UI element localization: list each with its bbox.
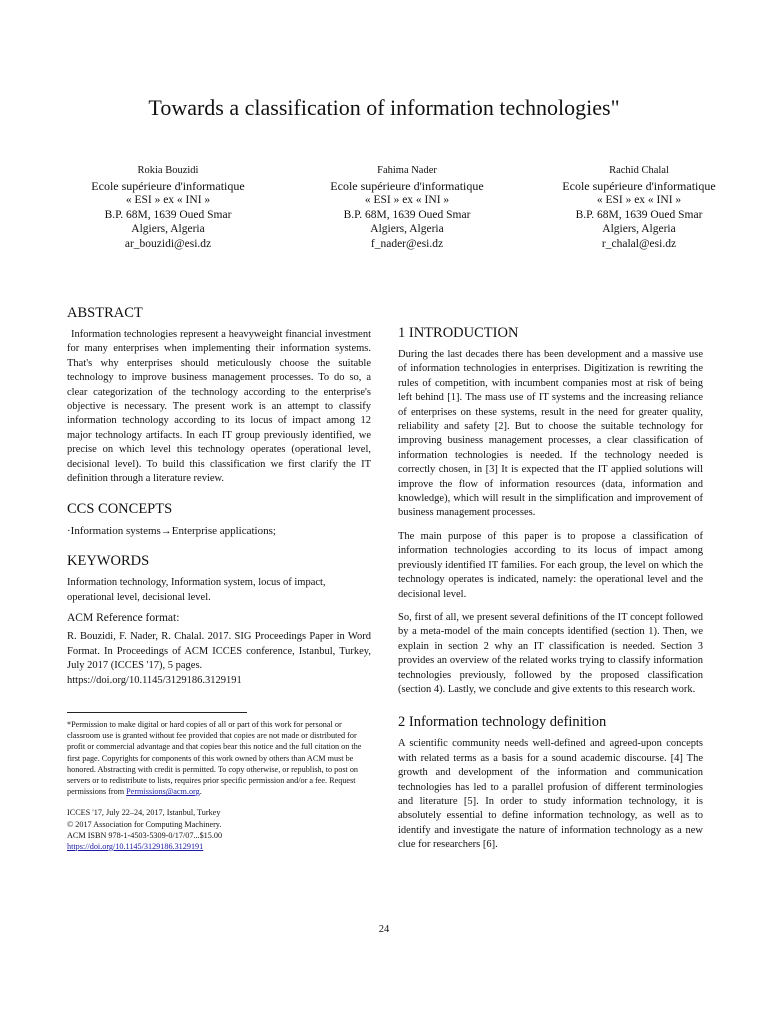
author-address: B.P. 68M, 1639 Oued Smar xyxy=(343,208,471,221)
intro-paragraph-2: The main purpose of this paper is to propose a classification of information technologies according to its locus of impact among previously identified IT families. For each group, the level on which the technology operates is indicated, namely: the operational level and the decisional level. xyxy=(398,530,703,600)
author-address: B.P. 68M, 1639 Oued Smar xyxy=(575,208,703,221)
footnote-divider xyxy=(67,712,247,713)
ccs-heading: CCS CONCEPTS xyxy=(67,501,173,518)
acm-reference-text: R. Bouzidi, F. Nader, R. Chalal. 2017. SIG Proceedings Paper in Word Format. In Proceedings of ACM ICCES conference, Istanbul, Turkey, July 2017 (ICCES '17), 5 pages. xyxy=(67,631,371,672)
it-definition-paragraph-1: A scientific community needs well-defined and agreed-upon concepts with related terms as a basis for a sound academic discourse. [4] The growth and development of the information and communication technologies has led to a parallel profusion of different terminologies and literature [5]. In order to study information technology, it is absolutely essential to define information technology, as well as to identify and investigate the nature of information technology as a new clue for researchers [6]. xyxy=(398,738,703,851)
abstract-heading: ABSTRACT xyxy=(67,305,143,321)
introduction-heading: 1 INTRODUCTION xyxy=(398,325,519,341)
author-affiliation-abbr: « ESI » ex « INI » xyxy=(364,194,450,206)
author-affiliation: Ecole supérieure d'informatique xyxy=(91,178,245,193)
author-affiliation-abbr: « ESI » ex « INI » xyxy=(596,194,682,206)
author-affiliation: Ecole supérieure d'informatique xyxy=(330,178,484,193)
intro-paragraph-1: During the last decades there has been development and a massive use of information technologies in enterprises. Digitization is rewriting the rules of competition, with incumbent companies most at risk of being left behind [1]. The mass use of IT systems and the increasing reliance of enterprises on these systems, result in the need for greater quality, reliability and safety [2]. But to choose the suitable technology for improving business management processes, a clear classification of information technologies is needed. If the technology needed is correctly chosen, in [3] It is expected that the IT applied solutions will improve the flow of information resources (data, information and knowledge), which will result in the simplification and improvement of business management processes. xyxy=(398,349,703,519)
ccs-text: ·Information systems→Enterprise applications; xyxy=(67,525,276,538)
left-column xyxy=(67,304,371,852)
author-email: ar_bouzidi@esi.dz xyxy=(124,237,212,250)
author-affiliation: Ecole supérieure d'informatique xyxy=(562,178,716,193)
author-city: Algiers, Algeria xyxy=(602,223,676,235)
author-block-2 xyxy=(297,164,517,251)
author-block-1 xyxy=(58,164,278,251)
acm-reference-heading: ACM Reference format: xyxy=(67,612,180,625)
intro-paragraph-3: So, first of all, we present several definitions of the IT concept followed by a meta-model of the main concepts identified (section 1). Then, we explain in section 2 why an IT classification is needed. Section 3 provides an overview of the related works trying to classify information technologies previously, followed by the proposed classification (section 4). Lastly, we conclude and give extents to this research work. xyxy=(398,611,703,695)
page-number: 24 xyxy=(378,924,390,935)
author-affiliation-abbr: « ESI » ex « INI » xyxy=(125,194,211,206)
keywords-heading: KEYWORDS xyxy=(67,553,150,570)
acm-reference-doi: https://doi.org/10.1145/3129186.3129191 xyxy=(67,674,242,686)
author-name: Rachid Chalal xyxy=(609,165,669,176)
paper-title: Towards a classification of information technologies" xyxy=(148,95,620,120)
abstract-text: Information technologies represent a heavyweight financial investment for many enterprises when implementing their information systems. That's why enterprises should meticulously choose the suitable technology to improve business management processes. To do so, a clear categorization of the technology according to the enterprise's objective is necessary. The present work is an attempt to classify information technology according to its locus of impact among 12 major technology artifacts. In each IT group previously identified, we precise on which level this technology operates (operational level, decisional level). To build this classification we first clarify the IT definition through a literature review. xyxy=(67,329,371,485)
footnote-doi-link[interactable]: https://doi.org/10.1145/3129186.3129191 xyxy=(67,841,204,851)
right-column xyxy=(398,324,703,853)
copyright-line: © 2017 Association for Computing Machinery. xyxy=(67,819,222,829)
author-city: Algiers, Algeria xyxy=(131,223,205,235)
permissions-email-link[interactable]: Permissions@acm.org xyxy=(126,787,200,797)
conference-info: ICCES '17, July 22–24, 2017, Istanbul, Turkey xyxy=(67,808,221,818)
author-address: B.P. 68M, 1639 Oued Smar xyxy=(104,208,232,221)
author-block-3 xyxy=(529,164,749,251)
author-name: Fahima Nader xyxy=(377,165,437,176)
author-name: Rokia Bouzidi xyxy=(137,165,199,176)
permission-notice: *Permission to make digital or hard copies of all or part of this work for personal or classroom use is granted without fee provided that copies are not made or distributed for profit or commercial advantage and that copies bear this notice and the full citation on the first page. Copyrights for components of this work owned by others than ACM must be honored. Abstracting with credit is permitted. To copy otherwise, or republish, to post on servers or to redistribute to lists, requires prior specific permission and/or a fee. Request permissions from Permissions@acm.org. xyxy=(67,719,362,797)
author-email: f_nader@esi.dz xyxy=(370,237,444,250)
author-email: r_chalal@esi.dz xyxy=(601,237,677,250)
keywords-text: Information technology, Information system, locus of impact, operational level, decisional level. xyxy=(67,577,326,603)
isbn-line: ACM ISBN 978-1-4503-5309-0/17/07...$15.00 xyxy=(67,830,223,840)
author-city: Algiers, Algeria xyxy=(370,223,444,235)
it-definition-heading: 2 Information technology definition xyxy=(398,714,607,731)
